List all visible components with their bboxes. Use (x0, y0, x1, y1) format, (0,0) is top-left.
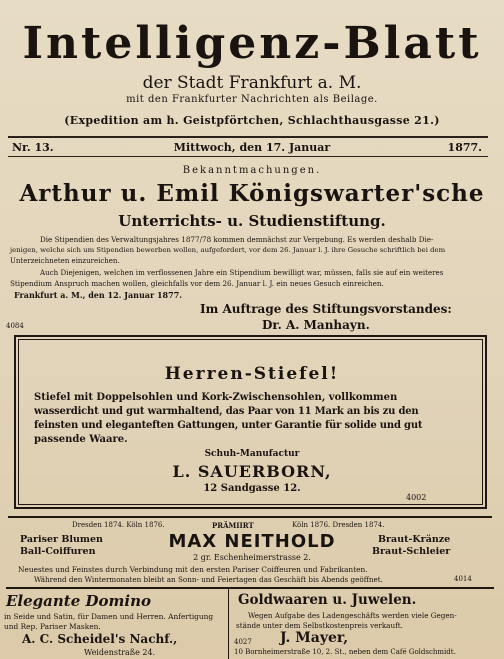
domino-line1: in Seide und Satin, für Damen und Herren. Anfertigung (4, 612, 214, 621)
domino-address: Weidenstraße 24. (84, 648, 156, 657)
jewels-name: J. Mayer, (280, 630, 349, 646)
foundation-signature-line: Im Auftrage des Stiftungsvorstandes: (200, 302, 452, 316)
domino-headline: Elegante Domino (6, 592, 151, 610)
masthead-expedition: (Expedition am h. Geistpförtchen, Schlachthausgasse 21.) (64, 114, 440, 127)
neithold-right-item2: Braut-Schleier (372, 546, 451, 557)
foundation-para1-line2: jenigen, welche sich um Stipendien bewerben wollen, aufgefordert, vor dem 26. Januar l. J. ihre Gesuche schriftlich bei dem (10, 246, 446, 254)
boots-ad-address: 12 Sandgasse 12. (203, 483, 301, 494)
bottom-ads-divider (228, 589, 229, 659)
foundation-para2-line2: Stipendium Anspruch machen wollen, gleichfalls vor dem 26. Januar l. J. ein neues Gesuch einreichen. (10, 279, 384, 288)
issue-date: Mittwoch, den 17. Januar (173, 141, 331, 154)
foundation-subtitle: Unterrichts- u. Studienstiftung. (118, 212, 386, 230)
neithold-name: MAX NEITHOLD (168, 531, 336, 552)
neithold-left-item1: Pariser Blumen (20, 534, 103, 545)
foundation-para2-line1: Auch Diejenigen, welchen im verflossenen Jahre ein Stipendium bewilligt war, müssen, falls sie auf ein weiteres (40, 268, 444, 277)
boots-ad-line1: Stiefel mit Doppelsohlen und Kork-Zwischensohlen, vollkommen (34, 392, 398, 403)
jewels-headline: Goldwaaren u. Juwelen. (238, 592, 417, 608)
jewels-line2: stände unter dem Selbstkostenpreis verkauft. (236, 621, 403, 630)
foundation-ref: 4084 (6, 322, 24, 330)
foundation-signatory: Dr. A. Manhayn. (262, 318, 370, 332)
masthead-supplement: mit den Frankfurter Nachrichten als Beilage. (126, 94, 378, 105)
jewels-line1: Wegen Aufgabe des Ladengeschäfts werden viele Gegen- (248, 611, 457, 620)
neithold-line2: Während den Wintermonaten bleibt an Sonn- und Feiertagen das Geschäft bis Abends geöffnet. (34, 575, 383, 584)
boots-ad-maker-label: Schuh-Manufactur (204, 449, 300, 459)
issue-rule (8, 156, 488, 157)
neithold-ref: 4014 (454, 575, 472, 583)
neithold-ad-top-rule (8, 516, 492, 518)
jewels-ref: 4027 (234, 638, 252, 646)
bottom-ads-top-rule (6, 587, 494, 589)
foundation-place-date: Frankfurt a. M., den 12. Januar 1877. (14, 290, 183, 300)
boots-ad-headline: Herren-Stiefel! (164, 364, 340, 384)
boots-ad-ref: 4002 (406, 493, 427, 502)
neithold-right-item1: Braut-Kränze (378, 534, 451, 545)
domino-name: A. C. Scheidel's Nachf., (22, 632, 178, 646)
masthead-rule (8, 136, 488, 138)
foundation-title: Arthur u. Emil Königswarter'sche (19, 180, 485, 207)
foundation-para1-line1: Die Stipendien des Verwaltungsjahres 1877/78 kommen demnächst zur Vergebung. Es werden deshalb Die- (40, 235, 434, 244)
neithold-address: 2 gr. Eschenheimerstrasse 2. (193, 553, 311, 562)
boots-ad-line2: wasserdicht und gut warmhaltend, das Paar von 11 Mark an bis zu den (34, 406, 419, 417)
neithold-line1: Neuestes und Feinstes durch Verbindung mit den ersten Pariser Coiffeuren und Fabrikanten. (18, 565, 368, 574)
neithold-awards-mid: PRÄMIIRT (212, 521, 254, 530)
issue-year: 1877. (447, 141, 482, 154)
neithold-left-item2: Ball-Coiffuren (20, 546, 96, 557)
neithold-awards-left: Dresden 1874. Köln 1876. (72, 521, 165, 529)
jewels-address: 10 Bornheimerstraße 10, 2. St., neben dem Café Goldschmidt. (234, 648, 456, 656)
boots-ad-line3: feinsten und eleganteften Gattungen, unter Garantie für solide und gut (34, 420, 423, 431)
masthead-subtitle: der Stadt Frankfurt a. M. (142, 73, 362, 93)
boots-ad-line4: passende Waare. (34, 434, 128, 445)
neithold-awards-right: Köln 1876. Dresden 1874. (292, 521, 385, 529)
issue-number: Nr. 13. (12, 141, 54, 154)
boots-ad-maker: L. SAUERBORN, (172, 462, 332, 481)
domino-line2: und Rep. Pariser Masken. (4, 622, 101, 631)
foundation-para1-line3: Unterzeichneten einzureichen. (10, 257, 120, 265)
section-header: Bekanntmachungen. (182, 165, 322, 176)
masthead-title: Intelligenz-Blatt (22, 18, 482, 69)
